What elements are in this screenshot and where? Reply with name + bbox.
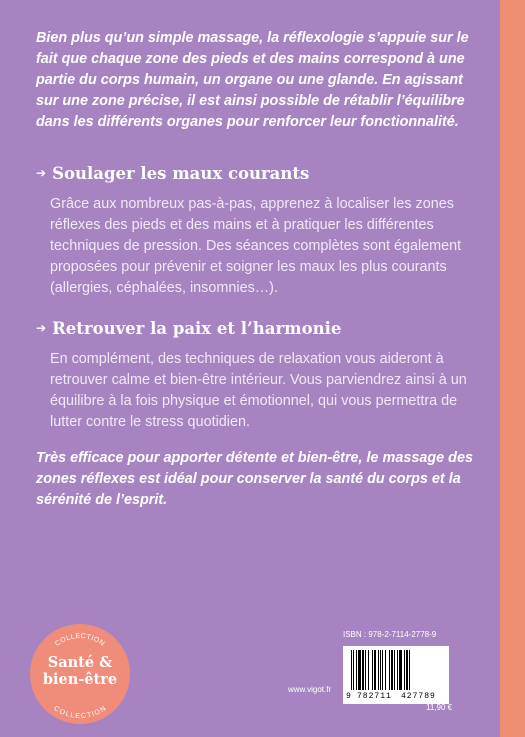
barcode-bar — [409, 650, 410, 690]
collection-badge — [30, 624, 130, 724]
barcode-bar — [385, 650, 386, 690]
barcode-bar — [397, 650, 398, 690]
svg-text:COLLECTION — [54, 633, 106, 648]
barcode-first-digit: 9 — [346, 692, 351, 701]
barcode-bar — [404, 650, 405, 690]
barcode-bar — [368, 650, 369, 690]
barcode — [343, 646, 449, 704]
barcode-bar — [351, 650, 352, 690]
barcode-bar — [391, 650, 393, 690]
section-heading — [36, 163, 476, 184]
section-heading — [36, 318, 476, 339]
barcode-bar — [374, 650, 376, 690]
barcode-bar — [353, 650, 354, 690]
barcode-bars — [343, 646, 449, 692]
barcode-bar — [382, 650, 383, 690]
badge-bottom-text: COLLECTION — [52, 705, 108, 721]
barcode-bar — [394, 650, 395, 690]
intro-text: Bien plus qu’un simple massage, la réflexologie s’appuie sur le fait que chaque zone des pieds et des mains correspond à une partie du corps humain, un organe ou une glande. En agissant sur une zone précise, il est ainsi possible de rétablir l’équilibre dans les différents organes pour renforcer leur fonctionnalité. — [36, 30, 469, 130]
section-retrouver — [36, 318, 476, 433]
barcode-bar — [378, 650, 379, 690]
barcode-bar — [362, 650, 364, 690]
badge-top-text: COLLECTION — [54, 632, 106, 648]
section-body: Grâce aux nombreux pas-à-pas, apprenez à localiser les zones réflexes des pieds et des mains et à pratiquer les différentes techniques de pression. Des séances complètes sont également proposées pour prévenir et soigner les maux les plus courants (allergies, céphalées, insomnies…). — [50, 196, 462, 296]
badge-title — [30, 654, 130, 688]
barcode-bar — [399, 650, 402, 690]
section-soulager — [36, 163, 476, 299]
section-heading-text: Retrouver la paix et l’harmonie — [52, 319, 342, 338]
svg-text:COLLECTION — [52, 705, 107, 720]
barcode-bar — [372, 650, 373, 690]
barcode-bar — [389, 650, 390, 690]
badge-title-line2: bien-être — [42, 671, 118, 688]
outro-text: Très efficace pour apporter détente et bien-être, le massage des zones réflexes est idéal pour conserver la santé du corps et la sérénité de l’esprit. — [36, 450, 473, 508]
arrow-icon: ➔ — [36, 321, 47, 335]
barcode-bar — [365, 650, 366, 690]
barcode-right-group: 427789 — [401, 692, 436, 701]
publisher-website: www.vigot.fr — [288, 685, 332, 694]
section-heading-text: Soulager les maux courants — [52, 164, 310, 183]
price: 11,90 € — [426, 703, 453, 712]
arrow-icon: ➔ — [36, 166, 47, 180]
barcode-bar — [406, 650, 408, 690]
barcode-bar — [356, 650, 357, 690]
barcode-bar — [380, 650, 381, 690]
isbn-text: ISBN : 978-2-7114-2778-9 — [343, 630, 437, 639]
barcode-bar — [358, 650, 361, 690]
badge-title-line1: Santé & — [47, 654, 113, 671]
barcode-left-group: 782711 — [357, 692, 392, 701]
section-body: En complément, des techniques de relaxation vous aideront à retrouver calme et bien-être intérieur. Vous parviendrez ainsi à un équilibre à la fois physique et émotionnel, qui vous permettra de lutter contre le stress quotidien. — [50, 351, 467, 430]
spine-strip — [500, 0, 525, 737]
